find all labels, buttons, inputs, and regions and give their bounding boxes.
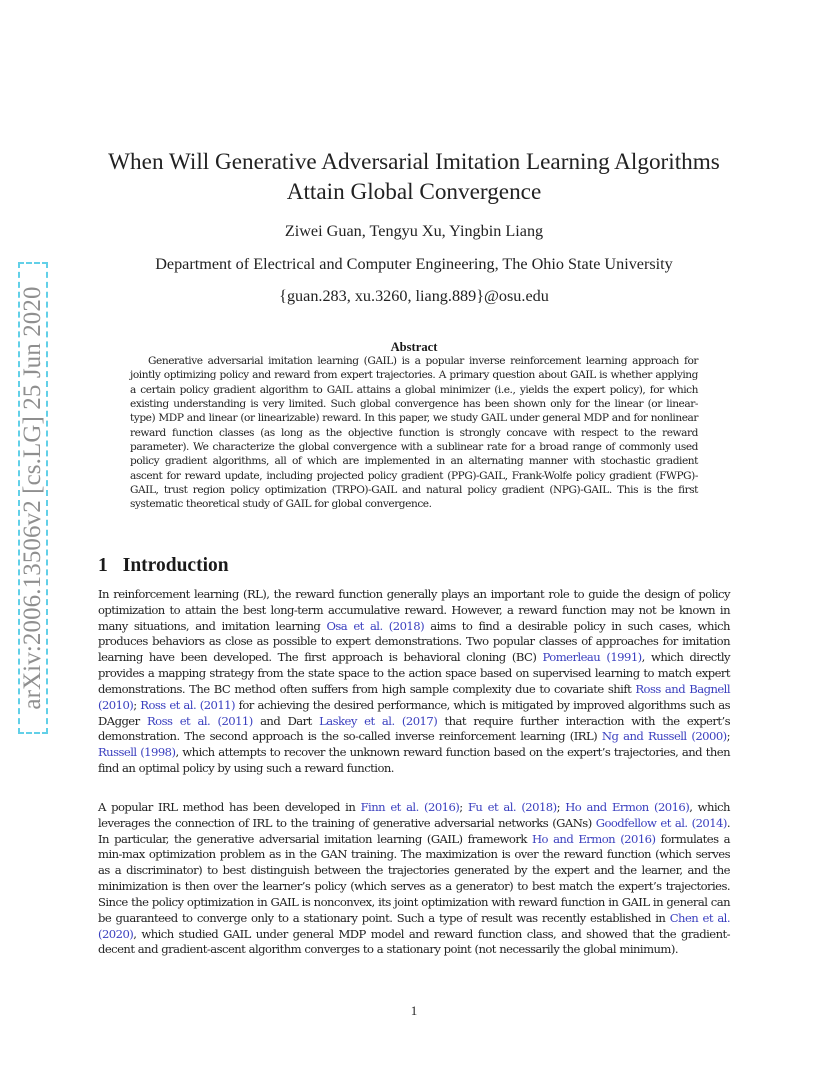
citation-link[interactable]: Ross et al. (2011) xyxy=(146,713,253,728)
text-run: A popular IRL method has been developed in xyxy=(98,800,361,814)
citation-link[interactable]: Chen et al. (2020) xyxy=(98,910,730,941)
authors: Ziwei Guan, Tengyu Xu, Yingbin Liang xyxy=(284,222,544,240)
text-run: . In particular, the generative adversarial imitation learning (GAIL) framework xyxy=(98,815,730,846)
abstract-text xyxy=(130,354,698,512)
citation-link[interactable]: Osa et al. (2018) xyxy=(326,618,425,633)
citation-link[interactable]: Fu et al. (2018) xyxy=(467,800,557,814)
text-run: formulates a min-max optimization problem as in the GAN training. The maximization is over the reward function (which serves as a discriminator) to best distinguish between the trajectories generated by the expert and the learner, and the minimization is then over the learner’s policy (which serves as a generator) to best match the expert’s trajectories. Since the policy optimization in GAIL is nonconvex, its joint optimization with reward function in GAIL in general can be guaranteed to converge only to a stationary point. Such a type of result was recently established in xyxy=(98,831,730,925)
page-number: 1 xyxy=(410,1003,418,1018)
section-number: 1 xyxy=(98,555,108,576)
text-run: , which studied GAIL under general MDP model and reward function class, and showed that the gradient-decent and gradient-ascent algorithm converges to a stationary point (not necessarily the global minimum). xyxy=(98,926,730,957)
section-heading xyxy=(98,555,229,577)
text-run: In reinforcement learning (RL), the reward function generally plays an important role to guide the design of policy optimization to attain the best long-term accumulative reward. However, a reward function may not be known in many situations, and imitation learning xyxy=(98,587,730,633)
text-run: for achieving the desired performance, which is mitigated by improved algorithms such as DAgger xyxy=(98,697,730,728)
abstract-heading: Abstract xyxy=(390,340,438,354)
text-run: ; xyxy=(459,800,468,814)
arxiv-stamp xyxy=(18,262,48,734)
text-run: ; xyxy=(726,729,730,744)
text-run: ; xyxy=(133,697,141,712)
arxiv-stamp-text: arXiv:2006.13506v2 [cs.LG] 25 Jun 2020 xyxy=(19,286,46,710)
text-run: , which leverages the connection of IRL to the training of generative adversarial networks (GANs) xyxy=(98,800,730,830)
abstract-paragraph: Generative adversarial imitation learning (GAIL) is a popular inverse reinforcement learning approach for jointly optimizing policy and reward from expert trajectories. A primary question about GAIL is whether applying a certain policy gradient algorithm to GAIL attains a global minimizer (i.e., yields the expert policy), for which existing understanding is very limited. Such global convergence has been shown only for the linear (or linear-type) MDP and linear (or linearizable) reward. In this paper, we study GAIL under general MDP and for nonlinear reward function classes (as long as the objective function is strongly concave with respect to the reward parameter). We characterize the global convergence with a sublinear rate for a broad range of commonly used policy gradient algorithms, all of which are implemented in an alternating manner with stochastic gradient ascent for reward update, including projected policy gradient (PPG)-GAIL, Frank-Wolfe policy gradient (FWPG)-GAIL, trust region policy optimization (TRPO)-GAIL and natural policy gradient (NPG)-GAIL. This is the first systematic theoretical study of GAIL for global convergence. xyxy=(130,355,698,511)
citation-link[interactable]: Russell (1998) xyxy=(98,745,176,760)
intro-paragraph-2 xyxy=(98,800,730,958)
text-run: that require further interaction with the expert’s demonstration. The second approach is the so-called inverse reinforcement learning (IRL) xyxy=(98,713,731,744)
text-run: and Dart xyxy=(252,713,320,728)
section-title: Introduction xyxy=(122,555,229,576)
citation-link[interactable]: Laskey et al. (2017) xyxy=(319,713,438,728)
intro-paragraph-1 xyxy=(98,587,730,777)
text-run: aims to find a desirable policy in such cases, which produces behaviors as close as possible to expert demonstrations. Two popular classes of approaches for imitation learning have been developed. The first approach is behavioral cloning (BC) xyxy=(98,618,730,665)
citation-link[interactable]: Ross et al. (2011) xyxy=(140,697,235,712)
citation-link[interactable]: Ross and Bagnell (2010) xyxy=(98,681,730,712)
text-run: , which attempts to recover the unknown reward function based on the expert’s trajectories, and then find an optimal policy by using such a reward function. xyxy=(98,745,730,775)
citation-link[interactable]: Ho and Ermon (2016) xyxy=(531,831,656,846)
citation-link[interactable]: Goodfellow et al. (2014) xyxy=(595,815,727,830)
affiliation: Department of Electrical and Computer Engineering, The Ohio State University xyxy=(155,255,673,273)
emails: {guan.283, xu.3260, liang.889}@osu.edu xyxy=(279,287,549,305)
title-line-2: Attain Global Convergence xyxy=(286,179,542,205)
citation-link[interactable]: Pomerleau (1991) xyxy=(542,650,642,665)
citation-link[interactable]: Finn et al. (2016) xyxy=(360,800,460,814)
text-run: ; xyxy=(556,800,566,814)
title-line-1: When Will Generative Adversarial Imitation Learning Algorithms xyxy=(108,149,720,175)
text-run: , which directly provides a mapping strategy from the state space to the action space based on supervised learning to match expert demonstrations. The BC method often suffers from high sample complexity due to covariate shift xyxy=(98,650,730,696)
paper-title xyxy=(60,147,768,207)
citation-link[interactable]: Ho and Ermon (2016) xyxy=(565,800,690,814)
citation-link[interactable]: Ng and Russell (2000) xyxy=(601,729,727,744)
